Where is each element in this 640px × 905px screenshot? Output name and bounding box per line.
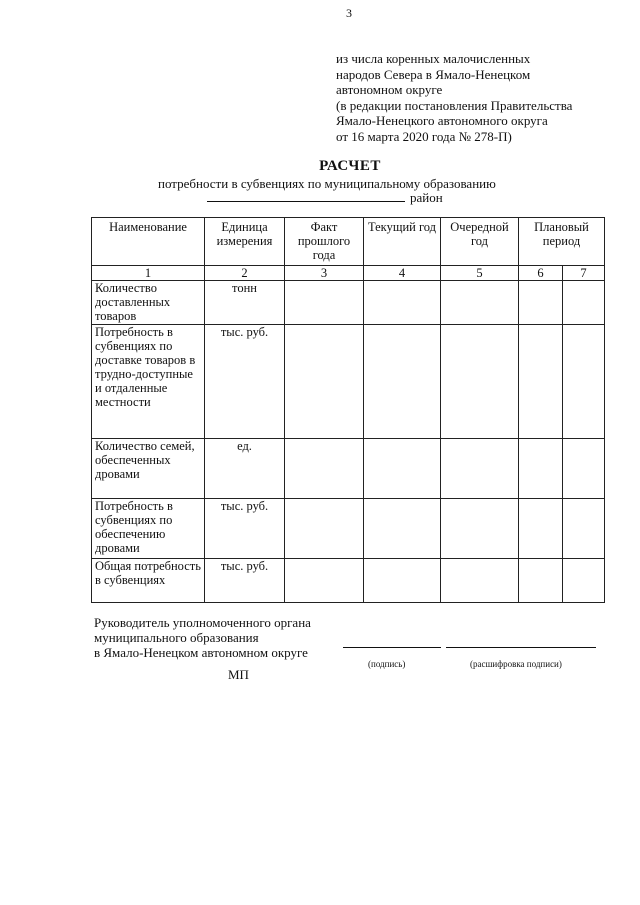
col-header-unit: Единица измерения — [205, 218, 285, 266]
table-header-row — [92, 218, 605, 266]
signature-field[interactable] — [343, 647, 441, 648]
empty-cell[interactable] — [285, 499, 364, 559]
row-name: Потребность в субвенциях по обеспечению дровами — [92, 499, 205, 559]
signature-line-text: муниципального образования — [94, 630, 259, 645]
document-subtitle: потребности в субвенциях по муниципальному образованию — [158, 176, 496, 191]
district-suffix: район — [410, 190, 443, 205]
col-header-next-year: Очередной год — [441, 218, 519, 266]
signature-line-text: в Ямало-Ненецком автономном округе — [94, 645, 308, 660]
column-number: 2 — [205, 266, 285, 281]
row-name: Количество доставленных товаров — [92, 281, 205, 325]
column-number: 7 — [563, 266, 605, 281]
empty-cell[interactable] — [519, 281, 563, 325]
table-row — [92, 499, 605, 559]
empty-cell[interactable] — [364, 281, 441, 325]
col-header-last-year: Факт прошлого года — [285, 218, 364, 266]
district-blank-line — [207, 190, 405, 202]
empty-cell[interactable] — [285, 559, 364, 603]
column-number: 6 — [519, 266, 563, 281]
row-unit: ед. — [205, 439, 285, 499]
empty-cell[interactable] — [563, 439, 605, 499]
header-note-line: от 16 марта 2020 года № 278-П) — [336, 128, 512, 144]
empty-cell[interactable] — [364, 499, 441, 559]
header-note-line: из числа коренных малочисленных — [336, 51, 531, 66]
empty-cell[interactable] — [441, 499, 519, 559]
header-note-line: (в редакции постановления Правительства — [336, 97, 573, 113]
row-name: Общая потребность в субвенциях — [92, 559, 205, 603]
empty-cell[interactable] — [285, 325, 364, 439]
col-header-current-year: Текущий год — [364, 218, 441, 266]
empty-cell[interactable] — [285, 281, 364, 325]
empty-cell[interactable] — [519, 499, 563, 559]
empty-cell[interactable] — [563, 325, 605, 439]
column-number: 4 — [364, 266, 441, 281]
signature-decoding-field[interactable] — [446, 647, 596, 648]
empty-cell[interactable] — [563, 499, 605, 559]
table-row — [92, 559, 605, 603]
empty-cell[interactable] — [519, 439, 563, 499]
row-unit: тыс. руб. — [205, 559, 285, 603]
empty-cell[interactable] — [364, 559, 441, 603]
calculation-table — [91, 217, 605, 603]
empty-cell[interactable] — [441, 325, 519, 439]
empty-cell[interactable] — [441, 439, 519, 499]
header-note-line: автономном округе — [336, 82, 443, 97]
table-row — [92, 281, 605, 325]
col-header-planning-period: Плановый период — [519, 218, 605, 266]
column-number: 1 — [92, 266, 205, 281]
column-number: 3 — [285, 266, 364, 281]
empty-cell[interactable] — [563, 559, 605, 603]
column-number: 5 — [441, 266, 519, 281]
empty-cell[interactable] — [441, 281, 519, 325]
row-name: Потребность в субвенциях по доставке товаров в трудно-доступные и отдаленные местности — [92, 325, 205, 439]
table-row — [92, 439, 605, 499]
row-unit: тыс. руб. — [205, 325, 285, 439]
stamp-placeholder: МП — [228, 667, 249, 682]
col-header-name: Наименование — [92, 218, 205, 266]
document-title: РАСЧЕТ — [319, 158, 381, 174]
signature-line-text: Руководитель уполномоченного органа — [94, 615, 311, 630]
empty-cell[interactable] — [364, 439, 441, 499]
row-unit: тонн — [205, 281, 285, 325]
signature-caption: (подпись) — [368, 659, 406, 669]
page-number: 3 — [346, 6, 352, 20]
empty-cell[interactable] — [441, 559, 519, 603]
header-note-line: Ямало-Ненецкого автономного округа — [336, 113, 548, 128]
header-note — [336, 51, 572, 144]
empty-cell[interactable] — [364, 325, 441, 439]
empty-cell[interactable] — [519, 325, 563, 439]
column-number-row — [92, 266, 605, 281]
header-note-line: народов Севера в Ямало-Ненецком — [336, 66, 531, 82]
decoding-caption: (расшифровка подписи) — [470, 659, 562, 669]
table-row — [92, 325, 605, 439]
empty-cell[interactable] — [519, 559, 563, 603]
signature-block — [94, 615, 311, 660]
row-unit: тыс. руб. — [205, 499, 285, 559]
empty-cell[interactable] — [563, 281, 605, 325]
row-name: Количество семей, обеспеченных дровами — [92, 439, 205, 499]
empty-cell[interactable] — [285, 439, 364, 499]
